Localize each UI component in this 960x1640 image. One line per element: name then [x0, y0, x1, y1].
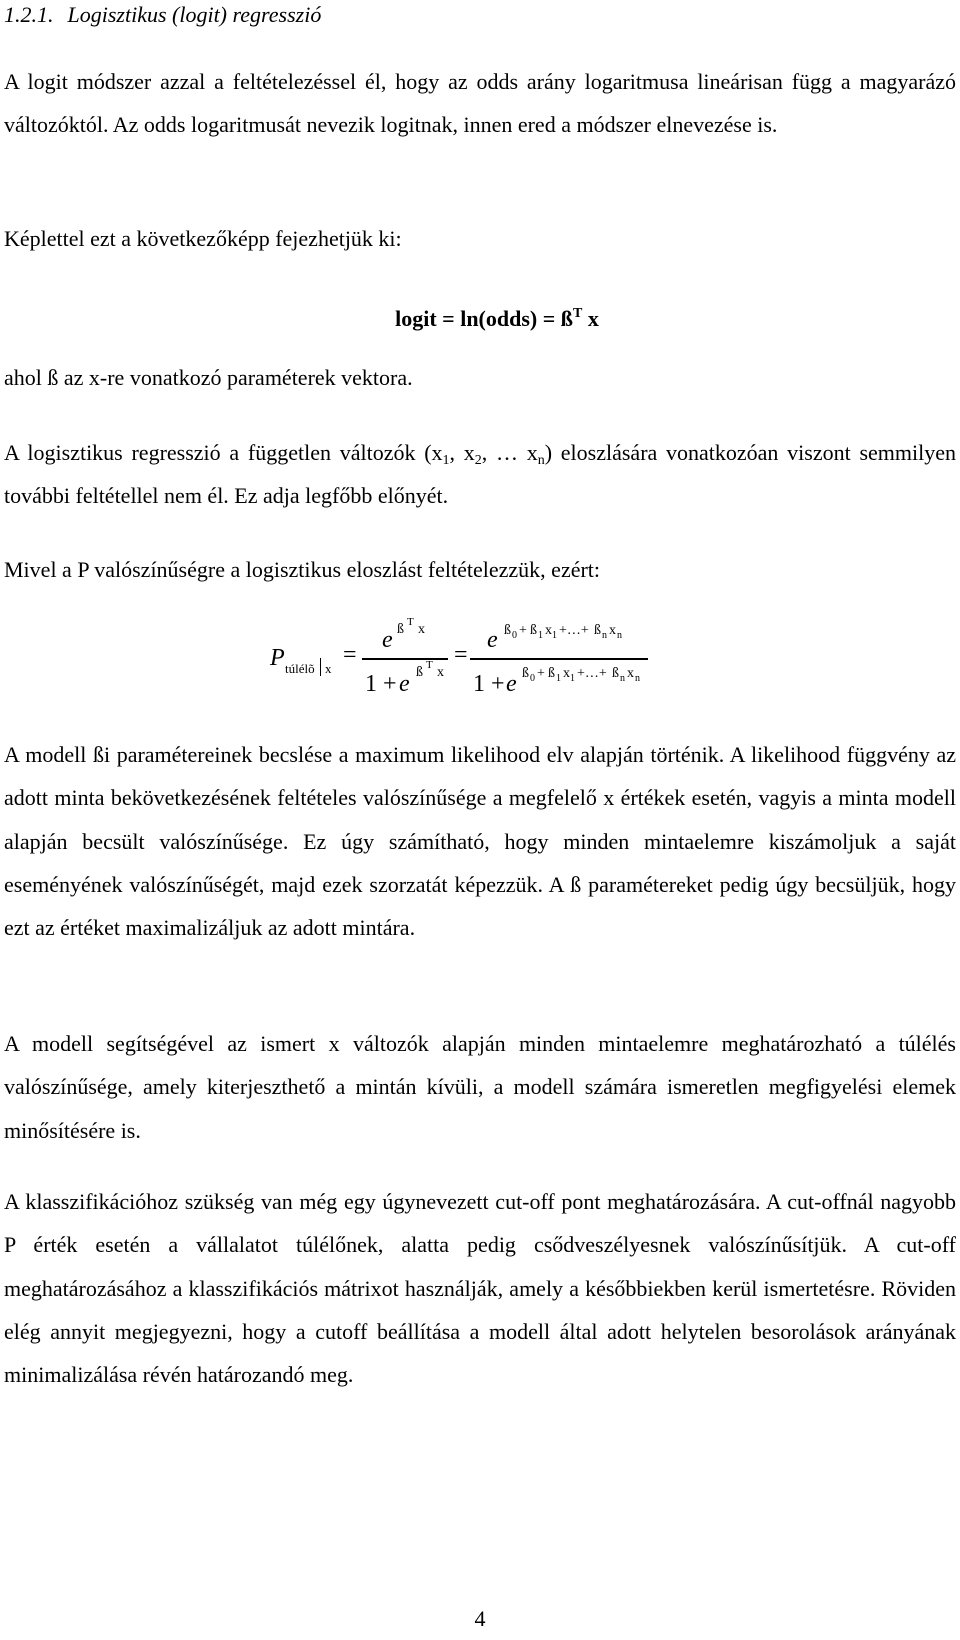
paragraph-formula-intro: Képlettel ezt a következőképp fejezhetjük ki: [4, 226, 402, 251]
p4-text-d: ) eloszlására vonatkozóan viszont semmilyen további feltétellel nem él. Ez adja legfőbb előnyét. [4, 440, 956, 509]
fraction2-den-beta1: ß [548, 666, 555, 681]
fraction2-den-index1: 1 [556, 673, 561, 684]
p4-text-c: , … x [481, 440, 538, 465]
formula-P-subscript: túlélõ [285, 661, 315, 676]
p4-sub-1: 1 [442, 453, 450, 468]
fraction2-num-index1: 1 [538, 630, 543, 641]
paragraph-independent-variables [4, 431, 956, 518]
fraction2-den-x1: x [563, 666, 570, 681]
fraction1-bar [362, 658, 448, 660]
fraction2-den-xn: x [627, 666, 634, 681]
formula-equals-2: = [454, 642, 468, 668]
paragraph-maximum-likelihood: A modell ßi paramétereinek becslése a maximum likelihood elv alapján történik. A likelihood függvény az adott minta bekövetkezésének feltételes valószínűsége a megfelelő x értékek esetén, vagyis a minta modell alapján becsült valószínűsége. Ez úgy számítható, hogy minden mintaelemre kiszámoljuk a saját eseményének valószínűségét, majd ezek szorzatát képezzük. A ß paramétereket pedig úgy becsüljük, hogy ezt az értéket maximalizáljuk az adott mintára. [4, 742, 956, 941]
fraction2-num-xn-index: n [617, 630, 622, 641]
fraction2-bar [470, 658, 648, 660]
fraction2-numerator-e: e [487, 627, 498, 653]
fraction2-num-plus: + [519, 623, 527, 638]
fraction2-den-beta0: ß [522, 666, 529, 681]
fraction2-denominator-one-plus: 1 + [473, 671, 505, 697]
fraction2-num-indexn: n [602, 630, 607, 641]
fraction2-den-x1-index: 1 [570, 673, 575, 684]
logit-formula [0, 306, 960, 332]
paragraph-logit-intro: A logit módszer azzal a feltételezéssel él, hogy az odds arány logaritmusa lineárisan függ a magyarázó változóktól. Az odds logaritmusát nevezik logitnak, innen ered a módszer elnevezése is. [4, 69, 956, 138]
fraction2-den-dots: +…+ [577, 666, 607, 681]
section-number: 1.2.1. [4, 2, 54, 27]
formula-given-x: x [325, 661, 332, 676]
section-title: Logisztikus (logit) regresszió [67, 2, 322, 27]
fraction2-den-plus: + [537, 666, 545, 681]
fraction1-denominator-one-plus: 1 + [365, 671, 397, 697]
fraction2-den-indexn: n [620, 673, 625, 684]
paragraph-cutoff: A klasszifikációhoz szükség van még egy úgynevezett cut-off pont meghatározására. A cut-offnál nagyobb P érték esetén a vállalatot túlélőnek, alatta pedig csődveszélyesnek valószínűsítjük. A cut-off meghatározásához a klasszifikációs mátrixot használják, amely a későbbiekben kerül ismertetésre. Röviden elég annyit megjegyezni, hogy a cutoff beállítása a modell által adott helytelen besorolások arányának minimalizálása révén határozandó meg. [4, 1189, 956, 1388]
page-number: 4 [474, 1606, 486, 1631]
paragraph-beta-definition: ahol ß az x-re vonatkozó paraméterek vektora. [4, 365, 413, 390]
paragraph-model-usage: A modell segítségével az ismert x változók alapján minden mintaelemre meghatározható a túlélés valószínűsége, amely kiterjeszthető a mintán kívüli, a modell számára ismeretlen megfigyelési elemek minősítésére is. [4, 1031, 956, 1143]
fraction1-denominator-beta: ß [416, 665, 423, 680]
fraction2-den-betan: ß [612, 666, 619, 681]
p4-text-b: , x [449, 440, 475, 465]
fraction2-num-dots: +…+ [559, 623, 589, 638]
fraction1-denominator-x: x [437, 665, 444, 680]
fraction2-num-beta1: ß [530, 623, 537, 638]
fraction2-den-index0: 0 [530, 673, 535, 684]
paragraph-probability-intro: Mivel a P valószínűségre a logisztikus eloszlást feltételezzük, ezért: [4, 557, 601, 582]
logit-formula-transpose: T [573, 306, 583, 321]
fraction2-num-xn: x [609, 623, 616, 638]
fraction2-num-beta0: ß [504, 623, 511, 638]
fraction1-denominator-T: T [426, 659, 433, 671]
section-heading [4, 2, 321, 28]
fraction2-denominator-e: e [506, 671, 517, 697]
fraction1-denominator-e: e [399, 671, 410, 697]
formula-given-bar [320, 658, 321, 676]
logit-formula-var: x [587, 306, 599, 331]
fraction2-num-x1: x [545, 623, 552, 638]
fraction1-numerator-x: x [418, 622, 425, 637]
fraction2-den-xn-index: n [635, 673, 640, 684]
logit-formula-lhs: logit = ln(odds) = ß [395, 306, 574, 331]
fraction1-numerator-beta: ß [397, 622, 404, 637]
p4-sub-2: 2 [474, 453, 482, 468]
p4-sub-n: n [537, 453, 545, 468]
formula-P: P [270, 645, 285, 671]
fraction2-num-x1-index: 1 [552, 630, 557, 641]
fraction1-numerator-T: T [407, 616, 414, 628]
fraction2-num-index0: 0 [512, 630, 517, 641]
p4-text-a: A logisztikus regresszió a független változók (x [4, 440, 443, 465]
fraction2-num-betan: ß [594, 623, 601, 638]
fraction1-numerator-e: e [382, 627, 393, 653]
formula-equals-1: = [343, 642, 357, 668]
